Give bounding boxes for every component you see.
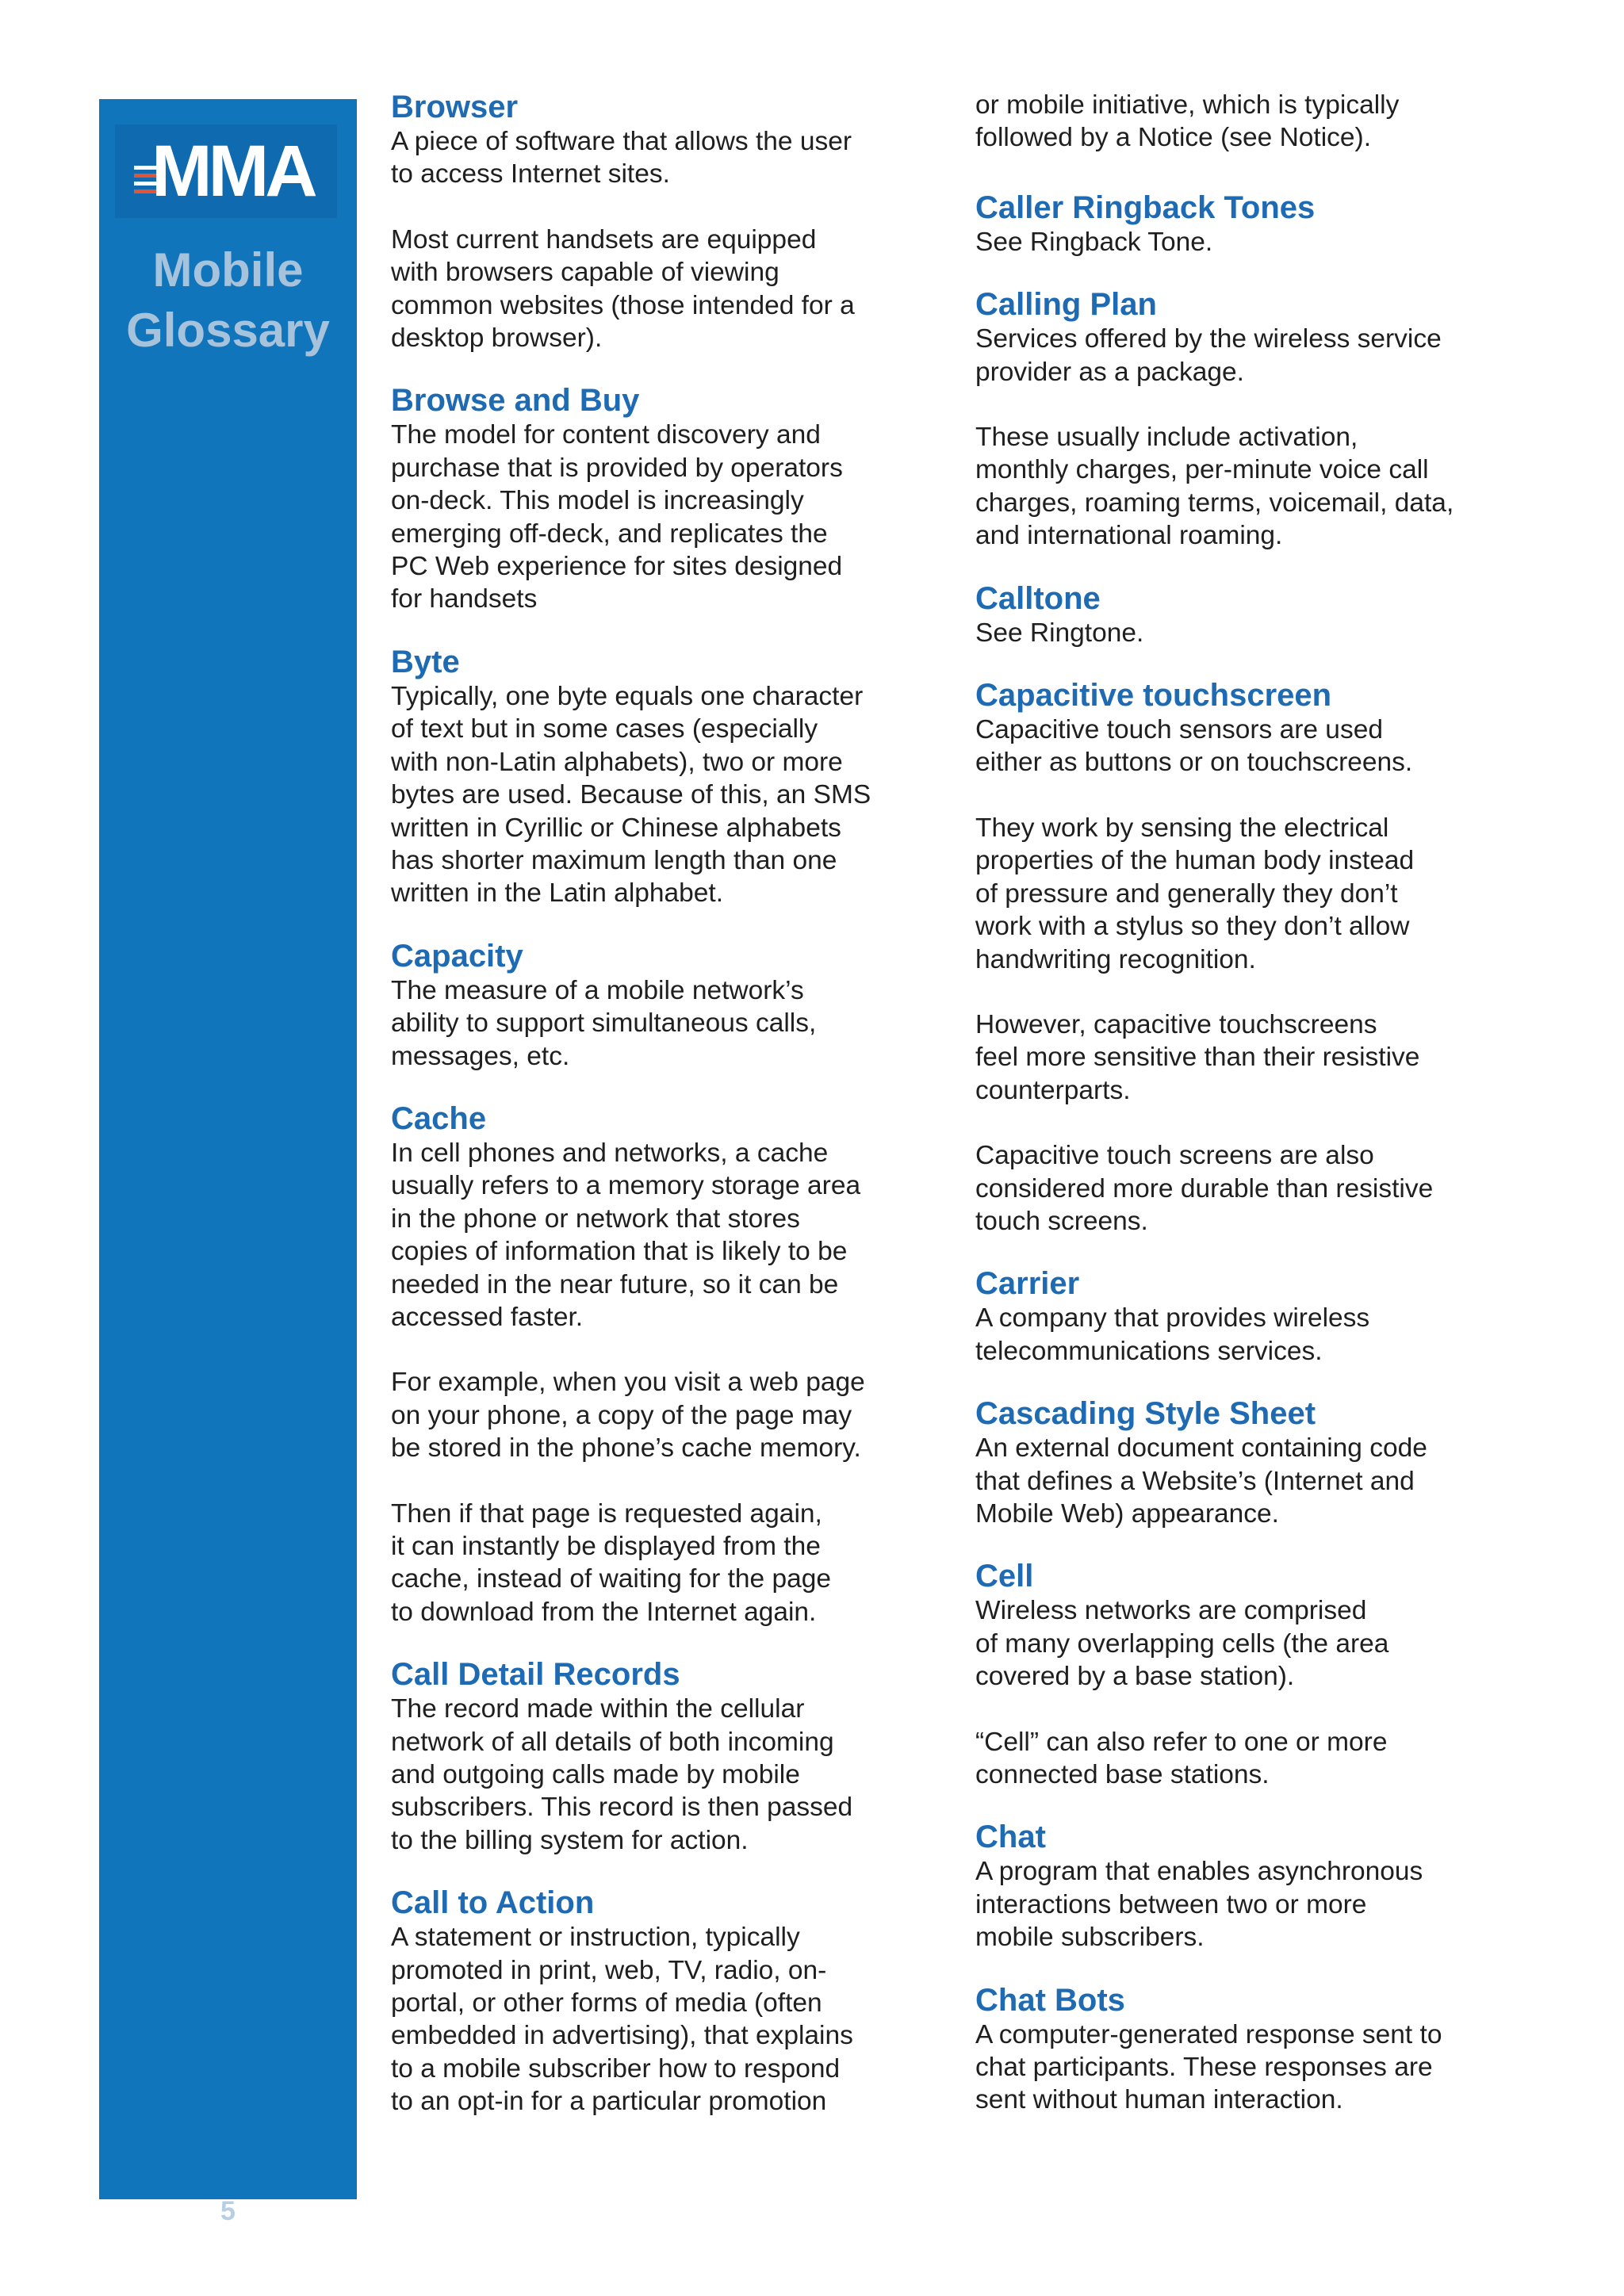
glossary-definition: or mobile initiative, which is typically followed by a Notice (see Notice). (975, 90, 1400, 153)
glossary-entry (391, 89, 962, 354)
glossary-entry (975, 1819, 1546, 1954)
glossary-definition: Typically, one byte equals one character of text but in some cases (especially with non-Latin alphabets), two or more bytes are used. Because of this, an SMS written in Cyrillic or Chinese alphabets has shorter maximum length than one written in the Latin alphabet. (391, 681, 871, 909)
logo-text: MMA (151, 131, 314, 212)
glossary-definition: Services offered by the wireless service provider as a package. (975, 324, 1442, 387)
glossary-definition: In cell phones and networks, a cache usually refers to a memory storage area in the phone or network that stores copies of information that is likely to be needed in the near future, so it can be accessed faster. (391, 1138, 861, 1332)
glossary-definition: These usually include activation, monthly charges, per-minute voice call charges, roaming terms, voicemail, data, and international roaming. (975, 423, 1454, 551)
glossary-entry (975, 286, 1546, 552)
glossary-entry (391, 382, 962, 615)
glossary-definition: The model for content discovery and purchase that is provided by operators on-deck. This model is increasingly emerging off-deck, and replicates the PC Web experience for sites designed for handsets (391, 420, 843, 614)
glossary-term: Capacity (391, 938, 523, 974)
glossary-term: Browser (391, 90, 519, 124)
glossary-entry (391, 1656, 962, 1857)
glossary-definition: However, capacitive touchscreens feel more sensitive than their resistive counterparts. (975, 1009, 1420, 1105)
glossary-definition: An external document containing code that defines a Website’s (Internet and Mobile Web) appearance. (975, 1433, 1427, 1529)
glossary-column-left (391, 89, 962, 2146)
glossary-entry (391, 1885, 962, 2118)
glossary-entry (975, 1558, 1546, 1791)
glossary-term: Chat Bots (975, 1982, 1125, 2018)
glossary-definition: The record made within the cellular network of all details of both incoming and outgoing calls made by mobile subscribers. This record is then passed to the billing system for action. (391, 1694, 853, 1855)
glossary-definition: “Cell” can also refer to one or more connected base stations. (975, 1727, 1388, 1789)
glossary-definition: A company that provides wireless telecommunications services. (975, 1303, 1370, 1366)
glossary-term: Calltone (975, 580, 1101, 616)
glossary-definition: Capacitive touch screens are also considered more durable than resistive touch screens. (975, 1141, 1434, 1236)
sidebar-title: Mobile Glossary (126, 243, 330, 357)
glossary-term: Chat (975, 1820, 1046, 1855)
glossary-definition: For example, when you visit a web page on your phone, a copy of the page may be stored in the phone’s cache memory. (391, 1368, 865, 1464)
glossary-entry (391, 1100, 962, 1628)
sidebar (99, 99, 357, 2226)
mma-logo (115, 124, 337, 218)
glossary-term: Caller Ringback Tones (975, 189, 1316, 225)
glossary-entry (391, 938, 962, 1073)
glossary-entry (975, 677, 1546, 1238)
glossary-definition: The measure of a mobile network’s ability to support simultaneous calls, messages, etc. (391, 975, 817, 1071)
glossary-entry (975, 1265, 1546, 1368)
glossary-entry (975, 1982, 1546, 2117)
glossary-definition: A piece of software that allows the user to access Internet sites. (391, 127, 852, 189)
glossary-definition: Capacitive touch sensors are used either as buttons or on touchscreens. (975, 715, 1413, 778)
glossary-definition: A statement or instruction, typically promoted in print, web, TV, radio, on- portal, or other forms of media (often embedded in advertising), that explains to a mobile subscriber how to respond to an opt-in for a particular promotion (391, 1923, 853, 2117)
glossary-definition: See Ringback Tone. (975, 227, 1213, 257)
glossary-entry (975, 189, 1546, 258)
glossary-entry (975, 89, 1546, 155)
glossary-term: Carrier (975, 1266, 1080, 1302)
glossary-definition: See Ringtone. (975, 618, 1144, 648)
glossary-definition: Wireless networks are comprised of many overlapping cells (the area covered by a base station). (975, 1596, 1389, 1692)
glossary-definition: They work by sensing the electrical properties of the human body instead of pressure and generally they don’t work with a stylus so they don’t allow handwriting recognition. (975, 813, 1415, 974)
glossary-term: Capacitive touchscreen (975, 678, 1332, 714)
glossary-entry (975, 1395, 1546, 1530)
glossary-definition: Then if that page is requested again, it can instantly be displayed from the cache, instead of waiting for the page to download from the Internet again. (391, 1498, 831, 1627)
glossary-term: Byte (391, 644, 460, 679)
glossary-term: Cache (391, 1100, 487, 1136)
glossary-term: Browse and Buy (391, 383, 640, 419)
glossary-term: Cascading Style Sheet (975, 1396, 1316, 1432)
glossary-entry (391, 644, 962, 910)
glossary-term: Cell (975, 1559, 1034, 1594)
glossary-definition: A computer-generated response sent to chat participants. These responses are sent without human interaction. (975, 2019, 1442, 2115)
glossary-definition: Most current handsets are equipped with browsers capable of viewing common websites (those intended for a desktop browser). (391, 224, 855, 354)
page-number: 5 (220, 2196, 236, 2226)
glossary-term: Calling Plan (975, 287, 1157, 323)
glossary-term: Call Detail Records (391, 1657, 680, 1693)
glossary-column-right (975, 89, 1546, 2145)
glossary-definition: A program that enables asynchronous interactions between two or more mobile subscribers. (975, 1857, 1423, 1953)
glossary-term: Call to Action (391, 1885, 595, 1921)
glossary-entry (975, 580, 1546, 649)
